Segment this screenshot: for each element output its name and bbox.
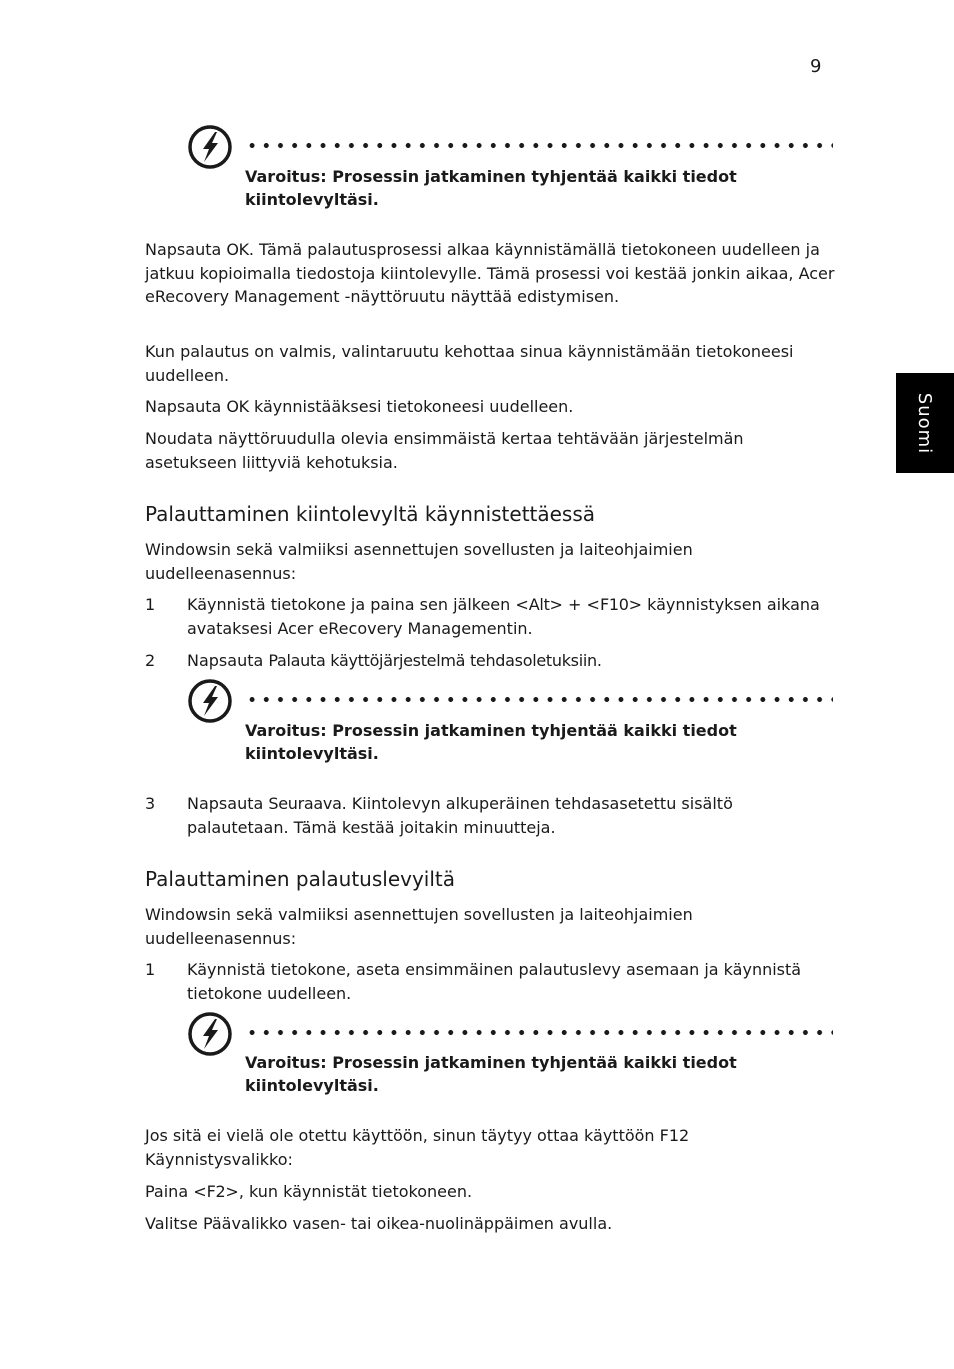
warning-text: Varoitus: Prosessin jatkaminen tyhjentää kaikki tiedot kiintolevyltäsi. xyxy=(245,167,737,209)
text-run: >, kun käynnistät tietokoneen. xyxy=(225,1182,473,1201)
text-run: Napsauta xyxy=(145,240,227,259)
text-run: Napsauta xyxy=(145,397,227,416)
text-run: Napsauta xyxy=(187,651,269,670)
text-run: käynnistääksesi tietokoneesi uudelleen. xyxy=(248,397,574,416)
language-tab-label: Suomi xyxy=(914,392,936,454)
page-number: 9 xyxy=(810,56,822,77)
section-heading: Palauttaminen palautuslevyiltä xyxy=(145,867,456,891)
ui-term: OK xyxy=(226,240,249,259)
step-number: 1 xyxy=(145,960,156,979)
warning-text: Varoitus: Prosessin jatkaminen tyhjentää kaikki tiedot kiintolevyltäsi. xyxy=(245,1053,737,1095)
paragraph xyxy=(145,238,835,309)
warning-text: Varoitus: Prosessin jatkaminen tyhjentää kaikki tiedot kiintolevyltäsi. xyxy=(245,721,737,763)
key-name: F10 xyxy=(599,595,629,614)
text-run: Napsauta xyxy=(187,794,269,813)
step-number: 2 xyxy=(145,651,156,670)
step-text xyxy=(187,649,827,673)
paragraph: Windowsin sekä valmiiksi asennettujen sovellusten ja laiteohjaimien uudelleenasennus: xyxy=(145,905,693,948)
step-text xyxy=(187,792,827,839)
text-run: . xyxy=(596,651,602,670)
lightning-bolt-warning-icon xyxy=(187,124,233,170)
paragraph: Noudata näyttöruudulla olevia ensimmäistä kertaa tehtävään järjestelmän asetukseen liittyviä kehotuksia. xyxy=(145,429,744,472)
key-name: Alt xyxy=(528,595,550,614)
key-name: F2 xyxy=(206,1182,226,1201)
paragraph xyxy=(145,1180,835,1204)
paragraph: Kun palautus on valmis, valintaruutu kehottaa sinua käynnistämään tietokoneesi uudelleen. xyxy=(145,342,794,385)
step-text xyxy=(187,593,827,640)
text-run: . Tämä palautusprosessi alkaa käynnistämällä tietokoneen uudelleen ja jatkuu kopioimalla tiedostoja kiintolevylle. Tämä prosessi voi kestää jonkin aikaa, Acer eRecovery Management -näyttöruutu näyttää edistymisen. xyxy=(145,240,835,306)
language-tab xyxy=(896,373,954,473)
step-number: 1 xyxy=(145,595,156,614)
section-heading: Palauttaminen kiintolevyltä käynnistettäessä xyxy=(145,502,596,526)
paragraph: Jos sitä ei vielä ole otettu käyttöön, sinun täytyy ottaa käyttöön F12 Käynnistysvalikko: xyxy=(145,1126,690,1169)
text-run: > käynnistyksen aikana avataksesi Acer eRecovery Managementin. xyxy=(187,595,820,638)
text-run: > + < xyxy=(549,595,600,614)
warning-dotted-rule xyxy=(245,1030,833,1035)
paragraph xyxy=(145,395,835,419)
lightning-bolt-warning-icon xyxy=(187,678,233,724)
step-number: 3 xyxy=(145,794,156,813)
text-run: . Kiintolevyn alkuperäinen tehdasasetettu sisältö palautetaan. Tämä kestää joitakin minuutteja. xyxy=(187,794,733,837)
warning-dotted-rule xyxy=(245,697,833,702)
warning-dotted-rule xyxy=(245,143,833,148)
ui-term: Seuraava xyxy=(268,794,342,813)
text-run: Käynnistä tietokone ja paina sen jälkeen < xyxy=(187,595,529,614)
paragraph: Valitse Päävalikko vasen- tai oikea-nuolinäppäimen avulla. xyxy=(145,1214,613,1233)
ui-term: Palauta käyttöjärjestelmä tehdasoletuksiin xyxy=(268,651,597,670)
lightning-bolt-warning-icon xyxy=(187,1011,233,1057)
ui-term: OK xyxy=(226,397,249,416)
step-text: Käynnistä tietokone, aseta ensimmäinen palautuslevy asemaan ja käynnistä tietokone uudelleen. xyxy=(187,960,802,1003)
paragraph: Windowsin sekä valmiiksi asennettujen sovellusten ja laiteohjaimien uudelleenasennus: xyxy=(145,540,693,583)
text-run: Paina < xyxy=(145,1182,207,1201)
